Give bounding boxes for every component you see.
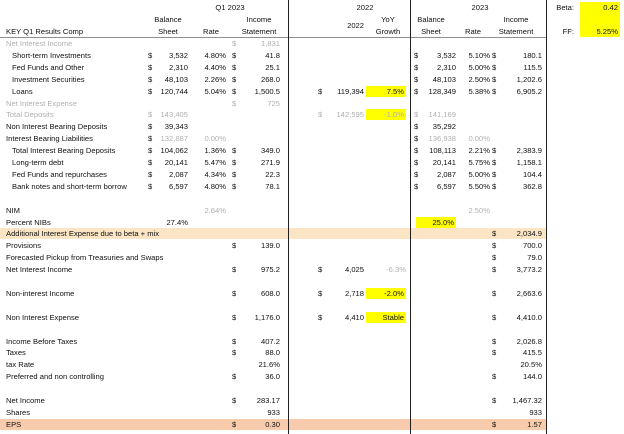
- cell-q1-bal-sym[interactable]: $: [148, 50, 153, 60]
- cell-y23-inc[interactable]: 2,026.8: [516, 336, 542, 346]
- cell-y22-sym[interactable]: $: [318, 86, 323, 96]
- cell-q1-inc[interactable]: 1,176.0: [254, 312, 280, 322]
- cell-q1-inc[interactable]: 88.0: [265, 348, 280, 358]
- cell-q1-bal[interactable]: 2,087: [168, 169, 188, 179]
- y23-balance-header-2[interactable]: Sheet: [421, 27, 441, 36]
- cell-y23-inc-sym[interactable]: $: [492, 181, 497, 191]
- cell-q1-bal-sym[interactable]: $: [148, 122, 153, 132]
- cell-q1-rate[interactable]: 4.80%: [204, 50, 226, 60]
- cell-q1-bal-sym[interactable]: $: [148, 86, 153, 96]
- cell-y23-inc[interactable]: 2,663.6: [516, 288, 542, 298]
- ff-value[interactable]: 5.25%: [596, 27, 618, 36]
- cell-q1-inc[interactable]: 975.2: [260, 265, 280, 275]
- cell-q1-inc[interactable]: 271.9: [260, 158, 280, 167]
- cell-q1-inc-sym[interactable]: $: [232, 312, 237, 322]
- ff-label[interactable]: FF:: [562, 27, 574, 36]
- y23-income-header-1[interactable]: Income: [503, 15, 529, 24]
- cell-label[interactable]: EPS: [6, 419, 22, 429]
- q1-income-header-2[interactable]: Statement: [241, 27, 277, 36]
- cell-q1-inc[interactable]: 36.0: [265, 372, 280, 382]
- cell-q1-inc-sym[interactable]: $: [232, 348, 237, 358]
- cell-q1-bal-sym[interactable]: $: [148, 169, 153, 179]
- cell-y23-rate[interactable]: 5.10%: [468, 50, 490, 60]
- cell-y22[interactable]: 2,718: [344, 288, 364, 298]
- cell-y23-bal-sym[interactable]: $: [414, 146, 419, 156]
- cell-yoy[interactable]: 7.5%: [366, 86, 406, 97]
- cell-y23-bal[interactable]: 136,938: [428, 134, 456, 144]
- cell-label[interactable]: Total Deposits: [6, 110, 54, 120]
- cell-q1-inc-sym[interactable]: $: [232, 181, 237, 191]
- cell-q1-rate[interactable]: 2.26%: [204, 74, 226, 84]
- cell-y23-bal-sym[interactable]: $: [414, 86, 419, 96]
- cell-label[interactable]: Shares: [6, 407, 31, 417]
- cell-y23-inc-sym[interactable]: $: [492, 348, 497, 358]
- q1-income-header-1[interactable]: Income: [246, 15, 272, 24]
- cell-label[interactable]: Percent NIBs: [6, 217, 51, 227]
- cell-y23-bal-sym[interactable]: $: [414, 134, 419, 144]
- cell-y23-inc[interactable]: 180.1: [522, 50, 542, 60]
- q1-balance-header-1[interactable]: Balance: [154, 15, 182, 24]
- cell-q1-bal[interactable]: 143,405: [160, 110, 188, 120]
- cell-q1-inc-sym[interactable]: $: [232, 396, 237, 405]
- cell-y23-bal[interactable]: 25.0%: [416, 217, 456, 228]
- cell-y22-sym[interactable]: $: [318, 110, 323, 120]
- cell-q1-inc[interactable]: 407.2: [260, 336, 280, 346]
- cell-y23-inc[interactable]: 1,467.32: [512, 396, 542, 405]
- cell-q1-inc[interactable]: 0.30: [265, 419, 280, 429]
- cell-q1-inc-sym[interactable]: $: [232, 146, 237, 156]
- cell-y23-inc[interactable]: 6,905.2: [516, 86, 542, 96]
- cell-yoy[interactable]: -2.0%: [366, 288, 406, 299]
- cell-y23-inc-sym[interactable]: $: [492, 241, 497, 251]
- cell-y23-bal-sym[interactable]: $: [414, 169, 419, 179]
- cell-q1-rate[interactable]: 2.64%: [204, 205, 226, 215]
- header-2022[interactable]: 2022: [356, 3, 374, 12]
- cell-q1-inc[interactable]: 725: [267, 98, 280, 108]
- cell-q1-bal-sym[interactable]: $: [148, 134, 153, 144]
- cell-q1-inc[interactable]: 349.0: [260, 146, 280, 156]
- cell-q1-inc-sym[interactable]: $: [232, 336, 237, 346]
- cell-label[interactable]: Investment Securities: [12, 74, 85, 84]
- cell-y23-inc[interactable]: 3,773.2: [516, 265, 542, 275]
- cell-label[interactable]: Interest Bearing Liabilities: [6, 134, 93, 144]
- cell-q1-inc[interactable]: 22.3: [265, 169, 280, 179]
- cell-q1-inc-sym[interactable]: $: [232, 419, 237, 429]
- cell-y23-inc-sym[interactable]: $: [492, 265, 497, 275]
- header-2023[interactable]: 2023: [471, 3, 489, 12]
- cell-y23-rate[interactable]: 0.00%: [468, 134, 490, 144]
- cell-y23-bal[interactable]: 2,087: [436, 169, 456, 179]
- cell-y23-rate[interactable]: 5.38%: [468, 86, 490, 96]
- cell-q1-inc-sym[interactable]: $: [232, 50, 237, 60]
- cell-label[interactable]: Non Interest Expense: [6, 312, 80, 322]
- cell-y23-inc-sym[interactable]: $: [492, 50, 497, 60]
- cell-q1-rate[interactable]: 4.34%: [204, 169, 226, 179]
- cell-y23-bal[interactable]: 6,597: [436, 181, 456, 191]
- cell-q1-inc[interactable]: 78.1: [265, 181, 280, 191]
- cell-label[interactable]: Fed Funds and Other: [12, 62, 85, 72]
- cell-y23-inc-sym[interactable]: $: [492, 146, 497, 156]
- cell-y23-inc[interactable]: 144.0: [522, 372, 542, 382]
- cell-q1-bal-sym[interactable]: $: [148, 181, 153, 191]
- cell-label[interactable]: Fed Funds and repurchases: [12, 169, 107, 179]
- cell-label[interactable]: Long-term debt: [12, 158, 64, 167]
- cell-q1-inc-sym[interactable]: $: [232, 39, 237, 48]
- cell-q1-inc-sym[interactable]: $: [232, 241, 237, 251]
- cell-q1-inc-sym[interactable]: $: [232, 86, 237, 96]
- cell-q1-bal[interactable]: 6,597: [168, 181, 188, 191]
- cell-y22-sym[interactable]: $: [318, 265, 323, 275]
- cell-y23-rate[interactable]: 2.21%: [468, 146, 490, 156]
- cell-q1-bal-sym[interactable]: $: [148, 158, 153, 167]
- cell-q1-inc-sym[interactable]: $: [232, 74, 237, 84]
- divider-q1-2022: [288, 0, 289, 434]
- cell-label[interactable]: Non Interest Bearing Deposits: [6, 122, 108, 132]
- cell-y23-inc-sym[interactable]: $: [492, 169, 497, 179]
- cell-y23-inc[interactable]: 700.0: [522, 241, 542, 251]
- cell-q1-bal[interactable]: 120,744: [160, 86, 188, 96]
- cell-q1-bal-sym[interactable]: $: [148, 74, 153, 84]
- cell-q1-bal[interactable]: 3,532: [168, 50, 188, 60]
- cell-y23-inc[interactable]: 2,383.9: [516, 146, 542, 156]
- cell-label[interactable]: tax Rate: [6, 360, 35, 370]
- cell-q1-inc[interactable]: 283.17: [256, 396, 280, 405]
- y23-rate-header[interactable]: Rate: [464, 27, 482, 36]
- cell-label[interactable]: Net Interest Income: [6, 39, 73, 48]
- cell-y23-inc[interactable]: 104.4: [522, 169, 542, 179]
- cell-q1-bal-sym[interactable]: $: [148, 146, 153, 156]
- cell-q1-rate[interactable]: 5.04%: [204, 86, 226, 96]
- yoy-header-1[interactable]: YoY: [381, 15, 395, 24]
- cell-q1-inc-sym[interactable]: $: [232, 98, 237, 108]
- cell-y23-inc-sym[interactable]: $: [492, 158, 497, 167]
- cell-y23-rate[interactable]: 5.00%: [468, 62, 490, 72]
- cell-y23-bal[interactable]: 48,103: [432, 74, 456, 84]
- cell-y23-rate[interactable]: 5.00%: [468, 169, 490, 179]
- cell-q1-inc-sym[interactable]: $: [232, 62, 237, 72]
- cell-yoy[interactable]: -1.0%: [366, 109, 406, 120]
- y2022-col-header[interactable]: 2022: [347, 21, 364, 30]
- cell-y23-bal[interactable]: 108,113: [429, 146, 456, 156]
- cell-q1-inc[interactable]: 268.0: [260, 74, 280, 84]
- cell-label[interactable]: Short-term Investments: [12, 50, 91, 60]
- cell-y23-inc-sym[interactable]: $: [492, 396, 497, 405]
- cell-label[interactable]: Forecasted Pickup from Treasuries and Swaps: [6, 253, 164, 263]
- cell-y23-rate[interactable]: 2.50%: [468, 74, 490, 84]
- cell-q1-inc-sym[interactable]: $: [232, 372, 237, 382]
- y23-income-header-2[interactable]: Statement: [498, 27, 534, 36]
- cell-q1-bal[interactable]: 27.4%: [166, 217, 188, 227]
- beta-label[interactable]: Beta:: [556, 3, 574, 12]
- cell-q1-inc[interactable]: 1,831: [260, 39, 280, 48]
- cell-y23-inc[interactable]: 1,158.1: [516, 158, 542, 167]
- cell-y23-bal[interactable]: 141,169: [428, 110, 456, 120]
- cell-y23-inc[interactable]: 115.5: [523, 62, 542, 72]
- cell-y23-bal-sym[interactable]: $: [414, 181, 419, 191]
- cell-y23-inc-sym[interactable]: $: [492, 62, 497, 72]
- cell-y23-inc[interactable]: 415.5: [522, 348, 542, 358]
- cell-y23-inc[interactable]: 4,410.0: [516, 312, 542, 322]
- cell-y23-rate[interactable]: 5.75%: [468, 158, 490, 167]
- yoy-header-2[interactable]: Growth: [375, 27, 401, 36]
- cell-label[interactable]: Non-interest Income: [6, 288, 75, 298]
- cell-yoy[interactable]: -6.3%: [386, 265, 406, 275]
- cell-y22[interactable]: 4,025: [344, 265, 364, 275]
- cell-y23-inc[interactable]: 20.5%: [520, 360, 542, 370]
- divider-right: [546, 0, 547, 434]
- cell-y23-bal-sym[interactable]: $: [414, 158, 419, 167]
- cell-q1-bal-sym[interactable]: $: [148, 62, 153, 72]
- cell-y22[interactable]: 142,595: [336, 110, 364, 120]
- cell-y23-inc-sym[interactable]: $: [492, 372, 497, 382]
- cell-y23-bal-sym[interactable]: $: [414, 50, 419, 60]
- cell-q1-bal-sym[interactable]: $: [148, 110, 153, 120]
- cell-q1-bal[interactable]: 2,310: [168, 62, 188, 72]
- cell-y23-inc-sym[interactable]: $: [492, 253, 497, 263]
- cell-y23-rate[interactable]: 5.50%: [468, 181, 490, 191]
- cell-y23-inc[interactable]: 362.8: [522, 181, 542, 191]
- cell-q1-inc[interactable]: 1,500.5: [254, 86, 280, 96]
- header-q1-2023[interactable]: Q1 2023: [215, 3, 245, 12]
- cell-y23-bal[interactable]: 3,532: [436, 50, 456, 60]
- cell-y23-inc-sym[interactable]: $: [492, 229, 497, 239]
- cell-q1-rate[interactable]: 4.80%: [204, 181, 226, 191]
- cell-y23-bal[interactable]: 128,349: [428, 86, 456, 96]
- cell-y23-bal[interactable]: 20,141: [432, 158, 456, 167]
- q1-balance-header-2[interactable]: Sheet: [158, 27, 178, 36]
- cell-q1-inc-sym[interactable]: $: [232, 169, 237, 179]
- cell-q1-bal[interactable]: 48,103: [164, 74, 188, 84]
- q1-rate-header[interactable]: Rate: [202, 27, 220, 36]
- cell-q1-inc-sym[interactable]: $: [232, 288, 237, 298]
- cell-y23-inc-sym[interactable]: $: [492, 288, 497, 298]
- cell-q1-rate[interactable]: 5.47%: [204, 158, 226, 167]
- cell-y22-sym[interactable]: $: [318, 288, 323, 298]
- cell-label[interactable]: Net Interest Income: [6, 265, 73, 275]
- cell-label[interactable]: Taxes: [6, 348, 26, 358]
- cell-y23-bal-sym[interactable]: $: [414, 62, 419, 72]
- cell-q1-inc[interactable]: 21.6%: [258, 360, 280, 370]
- cell-label[interactable]: Net Interest Expense: [6, 98, 77, 108]
- y23-balance-header-1[interactable]: Balance: [417, 15, 445, 24]
- cell-q1-inc-sym[interactable]: $: [232, 265, 237, 275]
- cell-y23-bal[interactable]: 35,292: [432, 122, 456, 132]
- cell-y23-rate[interactable]: 2.50%: [468, 205, 490, 215]
- cell-y23-inc[interactable]: 933: [529, 407, 542, 417]
- cell-label[interactable]: Total Interest Bearing Deposits: [12, 146, 116, 156]
- cell-q1-bal[interactable]: 132,887: [160, 134, 188, 144]
- cell-label[interactable]: Income Before Taxes: [6, 336, 78, 346]
- cell-label[interactable]: Additional Interest Expense due to beta + mix: [6, 229, 160, 239]
- cell-label[interactable]: Bank notes and short-term borrow: [12, 181, 127, 191]
- cell-y23-inc-sym[interactable]: $: [492, 336, 497, 346]
- cell-label[interactable]: Loans: [12, 86, 33, 96]
- cell-y23-inc-sym[interactable]: $: [492, 86, 497, 96]
- cell-y23-inc[interactable]: 2,034.9: [516, 229, 542, 239]
- cell-q1-rate[interactable]: 1.36%: [204, 146, 226, 156]
- cell-y23-bal[interactable]: 2,310: [436, 62, 456, 72]
- cell-q1-rate[interactable]: 0.00%: [204, 134, 226, 144]
- cell-label[interactable]: Net Income: [6, 396, 45, 405]
- cell-q1-bal[interactable]: 104,062: [160, 146, 188, 156]
- cell-q1-inc[interactable]: 608.0: [260, 288, 280, 298]
- cell-y22[interactable]: 119,394: [337, 86, 364, 96]
- beta-value[interactable]: 0.42: [580, 2, 620, 13]
- cell-q1-bal[interactable]: 39,343: [164, 122, 188, 132]
- cell-y23-bal-sym[interactable]: $: [414, 74, 419, 84]
- cell-q1-inc-sym[interactable]: $: [232, 158, 237, 167]
- cell-q1-rate[interactable]: 4.40%: [204, 62, 226, 72]
- cell-label[interactable]: Provisions: [6, 241, 42, 251]
- sheet-title[interactable]: KEY Q1 Results Comp: [6, 27, 84, 36]
- cell-y23-inc[interactable]: 1,202.6: [516, 74, 542, 84]
- cell-q1-inc[interactable]: 139.0: [260, 241, 280, 251]
- cell-q1-inc[interactable]: 41.8: [265, 50, 280, 60]
- cell-y22[interactable]: 4,410: [344, 312, 364, 322]
- cell-y23-inc[interactable]: 79.0: [527, 253, 542, 263]
- cell-label[interactable]: Preferred and non controlling: [6, 372, 104, 382]
- cell-y23-inc-sym[interactable]: $: [492, 74, 497, 84]
- cell-y23-bal-sym[interactable]: $: [414, 110, 419, 120]
- cell-y22-sym[interactable]: $: [318, 312, 323, 322]
- cell-q1-inc[interactable]: 933: [267, 407, 280, 417]
- divider-2022-2023: [410, 0, 411, 434]
- cell-q1-inc[interactable]: 25.1: [265, 62, 280, 72]
- cell-q1-bal[interactable]: 20,141: [164, 158, 188, 167]
- cell-label[interactable]: NIM: [6, 205, 20, 215]
- cell-y23-bal-sym[interactable]: $: [414, 122, 419, 132]
- cell-y23-inc[interactable]: 1.57: [527, 419, 542, 429]
- cell-y23-inc-sym[interactable]: $: [492, 312, 497, 322]
- cell-y23-inc-sym[interactable]: $: [492, 419, 497, 429]
- cell-yoy[interactable]: Stable: [366, 312, 406, 323]
